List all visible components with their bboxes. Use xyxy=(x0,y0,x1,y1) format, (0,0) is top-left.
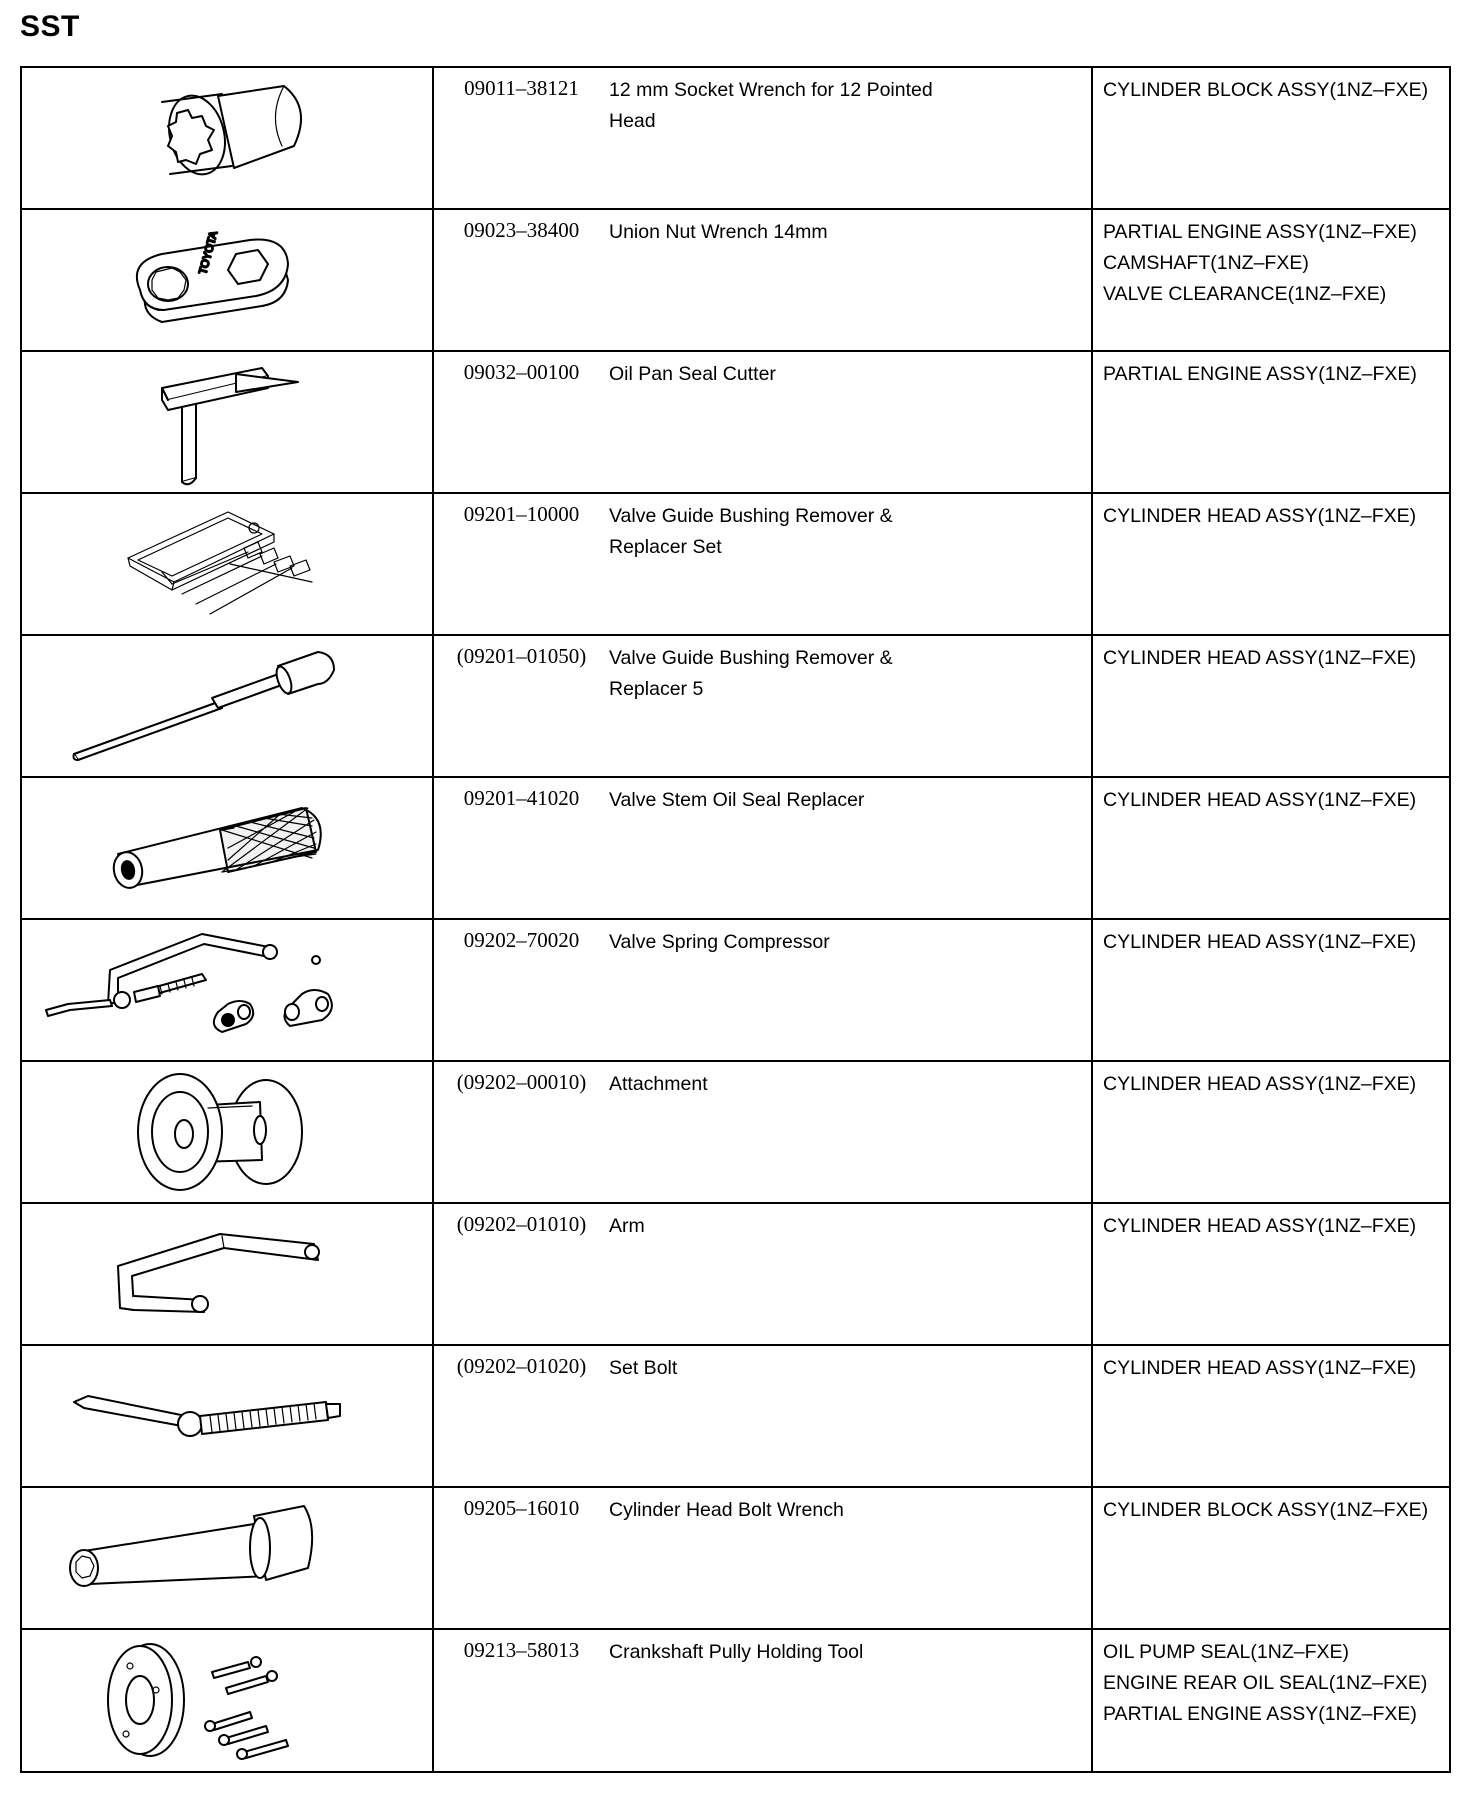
union-nut-wrench-icon xyxy=(22,210,432,350)
tool-illustration-cell xyxy=(21,67,433,209)
usage-item: CAMSHAFT(1NZ–FXE) xyxy=(1103,252,1309,274)
part-number: 09201–41020 xyxy=(463,786,580,810)
usage-item: ENGINE REAR OIL SEAL(1NZ–FXE) xyxy=(1103,1672,1428,1694)
table-row xyxy=(21,1345,1450,1487)
usage-list xyxy=(1093,352,1449,390)
usage-item: CYLINDER BLOCK ASSY(1NZ–FXE) xyxy=(1103,79,1429,101)
table-row xyxy=(21,1061,1450,1203)
usage-list xyxy=(1093,1488,1449,1526)
tool-description: Valve Guide Bushing Remover & Replacer 5 xyxy=(609,647,893,700)
table-row xyxy=(21,777,1450,919)
usage-item: CYLINDER HEAD ASSY(1NZ–FXE) xyxy=(1103,1357,1417,1379)
part-number: 09011–38121 xyxy=(464,76,579,100)
tool-description: Oil Pan Seal Cutter xyxy=(609,363,776,385)
part-number: 09032–00100 xyxy=(463,360,580,384)
usage-item: CYLINDER HEAD ASSY(1NZ–FXE) xyxy=(1103,505,1417,527)
part-number: (09201–01050) xyxy=(456,644,587,668)
table-row xyxy=(21,1203,1450,1345)
attachment-icon xyxy=(22,1062,432,1202)
sst-table xyxy=(20,66,1451,1773)
usage-list xyxy=(1093,1204,1449,1242)
table-row xyxy=(21,635,1450,777)
table-row xyxy=(21,351,1450,493)
tool-description: Valve Guide Bushing Remover & Replacer Set xyxy=(609,505,893,558)
tool-description: Attachment xyxy=(609,1073,708,1095)
bushing-remover-icon xyxy=(22,636,432,776)
page-title: SST xyxy=(20,10,80,43)
part-number: (09202–01010) xyxy=(456,1212,587,1236)
usage-item: CYLINDER HEAD ASSY(1NZ–FXE) xyxy=(1103,931,1417,953)
usage-item: OIL PUMP SEAL(1NZ–FXE) xyxy=(1103,1641,1349,1663)
oil-seal-replacer-icon xyxy=(22,778,432,918)
usage-list xyxy=(1093,636,1449,674)
usage-list xyxy=(1093,778,1449,816)
head-bolt-wrench-icon xyxy=(22,1488,432,1628)
tool-description: Set Bolt xyxy=(609,1357,678,1379)
usage-item: CYLINDER HEAD ASSY(1NZ–FXE) xyxy=(1103,1073,1417,1095)
usage-item: CYLINDER HEAD ASSY(1NZ–FXE) xyxy=(1103,789,1417,811)
tool-description: Union Nut Wrench 14mm xyxy=(609,221,828,243)
set-bolt-icon xyxy=(22,1346,432,1486)
usage-list xyxy=(1093,1062,1449,1100)
part-number: (09202–01020) xyxy=(456,1354,587,1378)
usage-item: CYLINDER BLOCK ASSY(1NZ–FXE) xyxy=(1103,1499,1429,1521)
pulley-holding-tool-icon xyxy=(22,1630,432,1770)
usage-item: CYLINDER HEAD ASSY(1NZ–FXE) xyxy=(1103,647,1417,669)
usage-list xyxy=(1093,920,1449,958)
tool-description: Arm xyxy=(609,1215,645,1237)
tool-description: 12 mm Socket Wrench for 12 Pointed Head xyxy=(609,79,933,132)
tool-stamp: TOYOTA xyxy=(197,229,221,276)
part-number: 09202–70020 xyxy=(463,928,580,952)
tool-description: Crankshaft Pully Holding Tool xyxy=(609,1641,864,1663)
table-row xyxy=(21,1629,1450,1772)
table-row xyxy=(21,919,1450,1061)
usage-item: PARTIAL ENGINE ASSY(1NZ–FXE) xyxy=(1103,221,1417,243)
part-number: (09202–00010) xyxy=(456,1070,587,1094)
usage-item: PARTIAL ENGINE ASSY(1NZ–FXE) xyxy=(1103,363,1417,385)
usage-list xyxy=(1093,210,1449,310)
usage-list xyxy=(1093,1630,1449,1730)
table-row xyxy=(21,493,1450,635)
arm-icon xyxy=(22,1204,432,1344)
tool-description: Valve Stem Oil Seal Replacer xyxy=(609,789,865,811)
usage-list xyxy=(1093,1346,1449,1384)
table-row xyxy=(21,67,1450,209)
tool-description: Cylinder Head Bolt Wrench xyxy=(609,1499,844,1521)
part-number: 09201–10000 xyxy=(463,502,580,526)
tool-description: Valve Spring Compressor xyxy=(609,931,830,953)
part-number: 09023–38400 xyxy=(463,218,580,242)
socket-wrench-icon xyxy=(22,68,432,208)
usage-list xyxy=(1093,68,1449,106)
usage-list xyxy=(1093,494,1449,532)
bushing-set-icon xyxy=(22,494,432,634)
table-row xyxy=(21,1487,1450,1629)
spring-compressor-icon xyxy=(22,920,432,1060)
usage-item: CYLINDER HEAD ASSY(1NZ–FXE) xyxy=(1103,1215,1417,1237)
part-number: 09213–58013 xyxy=(463,1638,580,1662)
table-row xyxy=(21,209,1450,351)
seal-cutter-icon xyxy=(22,352,432,492)
part-number: 09205–16010 xyxy=(463,1496,580,1520)
usage-item: VALVE CLEARANCE(1NZ–FXE) xyxy=(1103,283,1387,305)
usage-item: PARTIAL ENGINE ASSY(1NZ–FXE) xyxy=(1103,1703,1417,1725)
